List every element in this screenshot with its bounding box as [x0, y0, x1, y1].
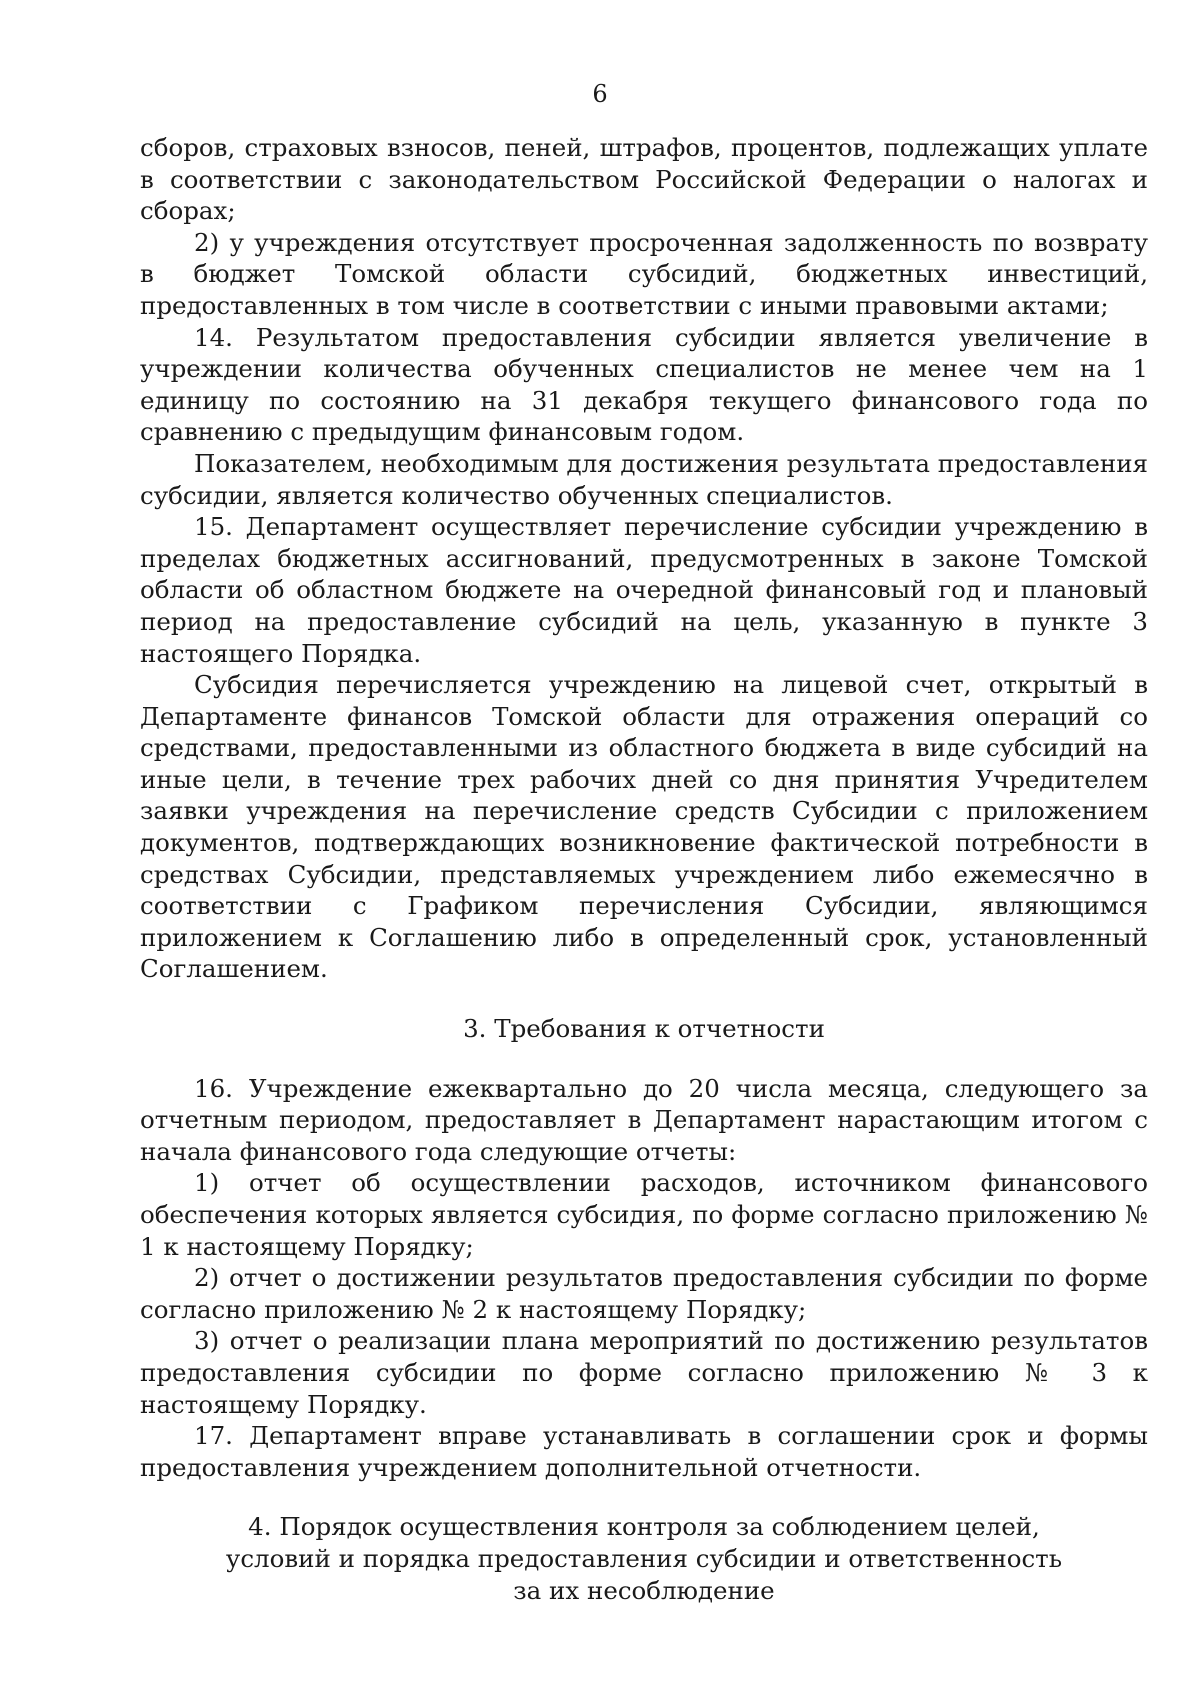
paragraph-item-17: 17. Департамент вправе устанавливать в соглашении срок и формы предоставления учреждением дополнительной отчетности.	[140, 1421, 1148, 1482]
section-3-heading: 3. Требования к отчетности	[463, 1014, 825, 1044]
paragraph-report-2: 2) отчет о достижении результатов предоставления субсидии по форме согласно приложению № 2 к настоящему Порядку;	[140, 1263, 1148, 1324]
paragraph-item-16: 16. Учреждение ежеквартально до 20 числа месяца, следующего за отчетным периодом, предоставляет в Департамент нарастающим итогом с начала финансового года следующие отчеты:	[140, 1073, 1148, 1166]
paragraph-subsidy-transfer: Субсидия перечисляется учреждению на лицевой счет, открытый в Департаменте финансов Томской области для отражения операций со средствами, предоставленными из областного бюджета в виде субсидий на иные цели, в течение трех рабочих дней со дня принятия Учредителем заявки учреждения на перечисление средств Субсидии с приложением документов, подтверждающих возникновение фактической потребности в средствах Субсидии, представляемых учреждением либо ежемесячно в соответствии с Графиком перечисления Субсидии, являющимся приложением к Соглашению либо в определенный срок, установленный Соглашением.	[140, 670, 1148, 984]
page-number: 6	[592, 80, 608, 108]
paragraph-item-15: 15. Департамент осуществляет перечисление субсидии учреждению в пределах бюджетных ассигнований, предусмотренных в законе Томской области об областном бюджете на очередной финансовый год и плановый период на предоставление субсидий на цель, указанную в пункте 3 настоящего Порядка.	[140, 512, 1148, 668]
section-4-heading-line-3: за их несоблюдение	[513, 1575, 775, 1605]
spacer	[140, 1045, 1148, 1073]
spacer	[140, 1483, 1148, 1511]
paragraph-item-14: 14. Результатом предоставления субсидии является увеличение в учреждении количества обученных специалистов не менее чем на 1 единицу по состоянию на 31 декабря текущего финансового года по сравнению с предыдущим финансовым годом.	[140, 322, 1148, 447]
paragraph-indicator: Показателем, необходимым для достижения результата предоставления субсидии, является количество обученных специалистов.	[140, 448, 1148, 510]
paragraph-report-3: 3) отчет о реализации плана мероприятий по достижению результатов предоставления субсидии по форме согласно приложению № 3 к настоящему Порядку.	[140, 1326, 1148, 1419]
paragraph-no-overdue-debt: 2) у учреждения отсутствует просроченная задолженность по возврату в бюджет Томской области субсидий, бюджетных инвестиций, предоставленных в том числе в соответствии с иными правовыми актами;	[140, 227, 1148, 320]
paragraph-taxes-continuation: сборов, страховых взносов, пеней, штрафов, процентов, подлежащих уплате в соответствии с законодательством Российской Федерации о налогах и сборах;	[140, 133, 1148, 226]
spacer	[140, 985, 1148, 1013]
document-body	[140, 132, 1148, 1606]
section-4-heading-line-2: условий и порядка предоставления субсидии и ответственность	[225, 1543, 1063, 1573]
section-4-heading	[140, 1511, 1148, 1606]
section-4-heading-line-1: 4. Порядок осуществления контроля за соблюдением целей,	[248, 1512, 1040, 1542]
paragraph-report-1: 1) отчет об осуществлении расходов, источником финансового обеспечения которых является субсидия, по форме согласно приложению № 1 к настоящему Порядку;	[140, 1168, 1148, 1261]
